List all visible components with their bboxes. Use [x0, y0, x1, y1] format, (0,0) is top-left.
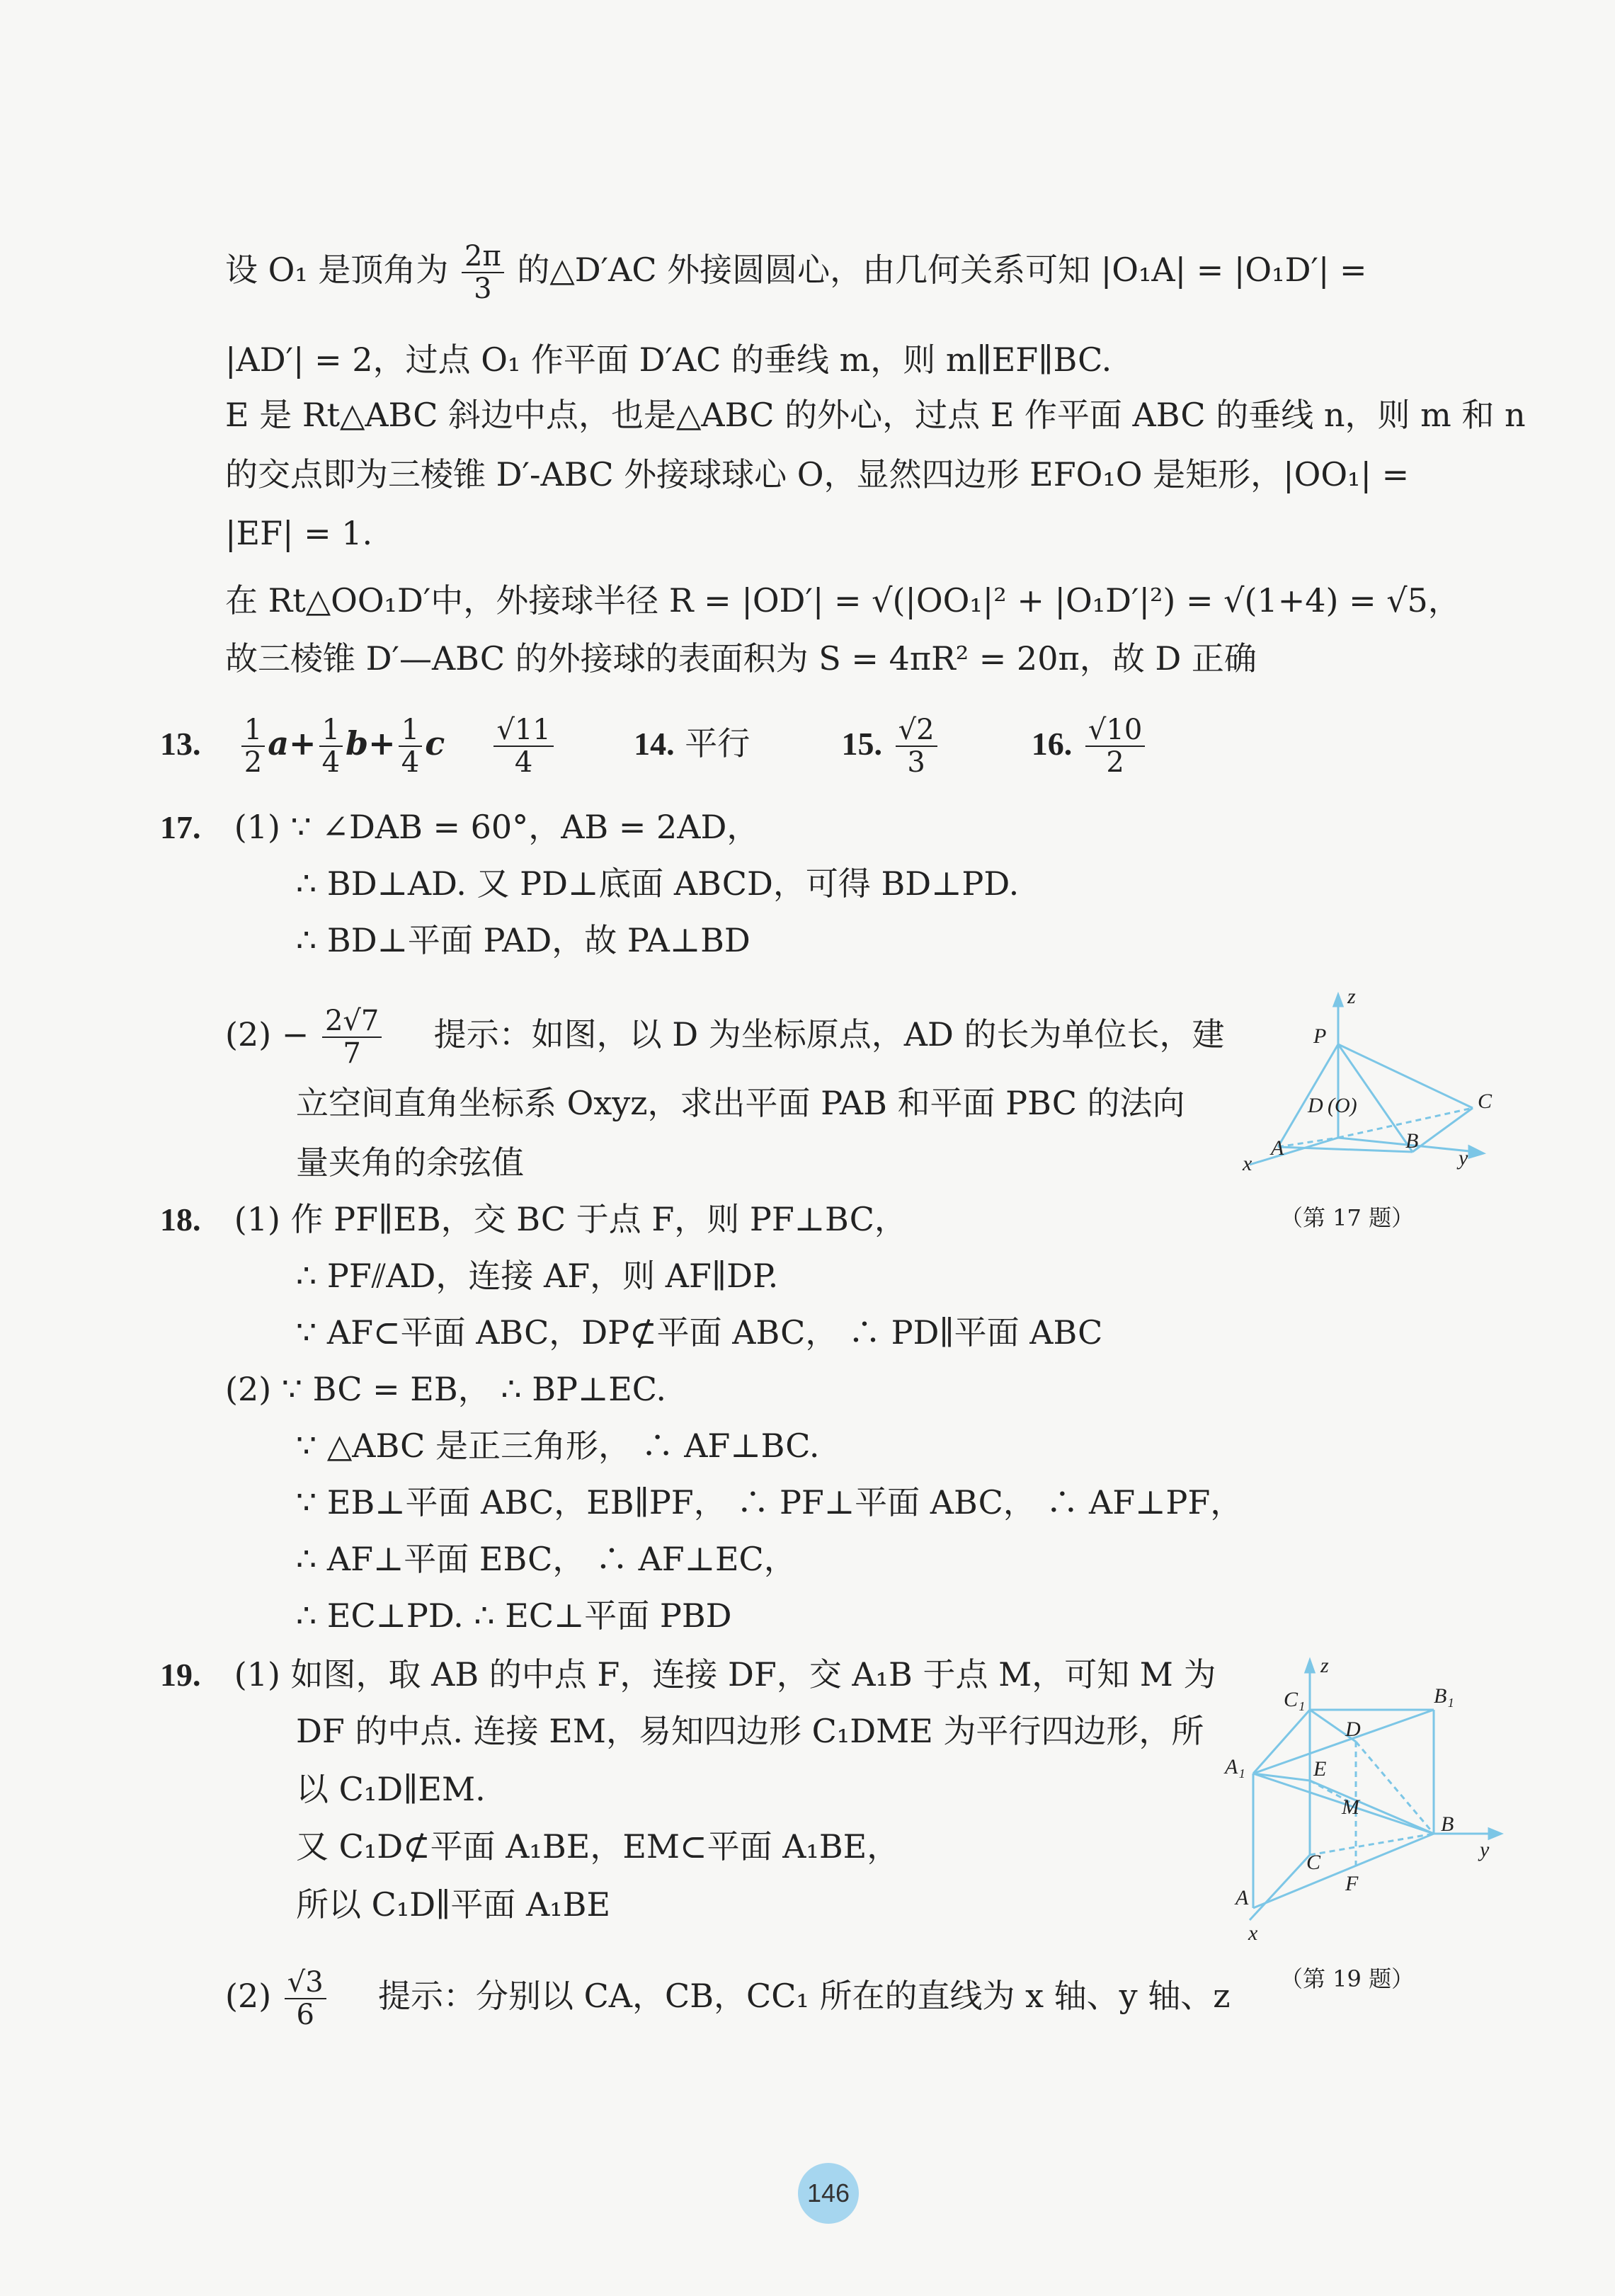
para-1-pre: 设 O₁ 是顶角为 [225, 251, 449, 289]
q17-line-1 [160, 806, 759, 849]
q19-number: 19. [160, 1657, 201, 1693]
q16-frac [1085, 714, 1145, 778]
edge-BC [1413, 1108, 1473, 1152]
frac-num: 1 [319, 714, 343, 747]
label-A1: A₁ [1225, 1755, 1245, 1778]
q19-line-5: 所以 C₁D∥平面 A₁BE [296, 1885, 611, 1924]
frac-num: √11 [493, 714, 553, 747]
label-A: A [1235, 1886, 1249, 1909]
answers-row [160, 708, 1148, 779]
para-line-7: 故三棱锥 D′—ABC 的外接球的表面积为 S = 4πR² = 20π，故 D 正确 [225, 639, 1257, 678]
q13-term-a: a+ [268, 724, 316, 763]
q18-line-6: ∵ EB⊥平面 ABC，EB∥PF， ∴ PF⊥平面 ABC， ∴ AF⊥PF， [296, 1483, 1243, 1521]
label-z: z [1320, 1657, 1329, 1677]
para-line-3: E 是 Rt△ABC 斜边中点，也是△ABC 的外心，过点 E 作平面 ABC 的垂线 n，则 m 和 n [225, 396, 1526, 434]
q18-line-8: ∴ EC⊥PD. ∴ EC⊥平面 PBD [296, 1597, 732, 1635]
q15-number: 15. [841, 726, 882, 762]
edge-CB [1310, 1834, 1434, 1855]
q17-number: 17. [160, 809, 201, 845]
figure-17 [1228, 988, 1526, 1172]
q19-line-3: 以 C₁D∥EM. [296, 1770, 486, 1808]
frac-den: 2 [1106, 746, 1124, 779]
fraction-2pi-3 [462, 241, 504, 304]
q13-frac-2 [319, 714, 343, 778]
q18-number: 18. [160, 1201, 201, 1238]
figure-19 [1221, 1657, 1505, 1961]
q19-line-4: 又 C₁D⊄平面 A₁BE，EM⊂平面 A₁BE， [296, 1827, 900, 1866]
q16-number: 16. [1031, 726, 1073, 762]
page-number-badge: 146 [798, 2163, 859, 2224]
label-y: y [1480, 1838, 1490, 1861]
frac-den: 2 [244, 746, 263, 779]
frac-den: 4 [514, 746, 533, 779]
figure-19-caption: （第 19 题） [1280, 1965, 1415, 1992]
q13-term-b: b+ [346, 724, 396, 763]
label-C: C [1478, 1090, 1493, 1113]
q13-frac-1 [241, 714, 265, 778]
q13-frac-result [493, 714, 553, 778]
q19-text-1: (1) 如图，取 AB 的中点 F，连接 DF，交 A₁B 于点 M，可知 M 为 [234, 1655, 1216, 1694]
label-F: F [1345, 1872, 1359, 1895]
z-arrow [1334, 995, 1342, 1006]
q14-number: 14. [634, 726, 675, 762]
para-line-6: 在 Rt△OO₁D′中，外接球半径 R = |OD′| = √(|OO₁|² + |O₁D′|²) = √(1+4) = √5， [225, 581, 1461, 619]
label-D: D [1308, 1094, 1323, 1117]
q14-answer: 平行 [685, 724, 751, 763]
label-x: x [1243, 1152, 1252, 1172]
q18-line-5: ∵ △ABC 是正三角形， ∴ AF⊥BC. [296, 1427, 820, 1465]
frac-num: 1 [241, 714, 265, 747]
label-x: x [1248, 1921, 1258, 1945]
edge-AB [1253, 1834, 1434, 1908]
label-B1: B₁ [1434, 1684, 1454, 1708]
q18-line-3: ∵ AF⊂平面 ABC，DP⊄平面 ABC， ∴ PD∥平面 ABC [296, 1313, 1103, 1352]
label-E: E [1313, 1757, 1327, 1781]
frac-den: 7 [343, 1037, 361, 1070]
figure-17-caption: （第 17 题） [1280, 1204, 1415, 1231]
label-A: A [1271, 1136, 1284, 1160]
y-arrow [1469, 1146, 1483, 1158]
q13-frac-3 [399, 714, 422, 778]
q17-line-4 [225, 1005, 1224, 1069]
label-M: M [1342, 1795, 1359, 1819]
label-C: C [1306, 1851, 1321, 1874]
edge-PC [1338, 1044, 1473, 1108]
x-axis [1250, 1138, 1338, 1165]
label-D: D [1345, 1718, 1361, 1741]
frac-den: 4 [321, 746, 341, 779]
label-C1: C₁ [1284, 1688, 1306, 1711]
q18-text-1: (1) 作 PF∥EB，交 BC 于点 F，则 PF⊥BC， [234, 1200, 907, 1238]
q18-line-7: ∴ AF⊥平面 EBC， ∴ AF⊥EC， [296, 1540, 797, 1578]
frac-num: √3 [285, 1967, 326, 1999]
para-line-1 [225, 241, 1367, 304]
q13-number: 13. [160, 726, 201, 762]
edge-EB [1310, 1781, 1434, 1834]
label-P: P [1313, 1024, 1327, 1048]
label-z: z [1347, 988, 1356, 1008]
label-B: B [1441, 1812, 1454, 1836]
q19-part2-label: (2) [225, 1977, 272, 2015]
edge-AD [1278, 1138, 1338, 1147]
label-y: y [1459, 1146, 1468, 1170]
label-O: (O) [1328, 1094, 1357, 1117]
frac-num: 2π [462, 241, 504, 273]
q19-line-2: DF 的中点. 连接 EM，易知四边形 C₁DME 为平行四边形，所 [296, 1712, 1204, 1750]
para-line-4: 的交点即为三棱锥 D′-ABC 外接球球心 O，显然四边形 EFO₁O 是矩形，|OO₁| = [225, 455, 1410, 493]
para-1-post: 的△D′AC 外接圆圆心，由几何关系可知 |O₁A| = |O₁D′| = [517, 251, 1367, 289]
q19-line-1 [160, 1653, 1216, 1696]
para-line-2: |AD′| = 2，过点 O₁ 作平面 D′AC 的垂线 m，则 m∥EF∥BC. [225, 341, 1112, 379]
q17-line-3: ∴ BD⊥平面 PAD，故 PA⊥BD [296, 921, 751, 959]
q17-line-5: 立空间直角坐标系 Oxyz，求出平面 PAB 和平面 PBC 的法向 [296, 1084, 1185, 1122]
y-arrow [1489, 1829, 1501, 1839]
q17-line-6: 量夹角的余弦值 [296, 1143, 524, 1182]
frac-num: √10 [1085, 714, 1145, 747]
frac-den: 3 [474, 273, 492, 305]
frac-num: 2√7 [322, 1005, 382, 1038]
q17-part2-label: (2) − [225, 1015, 309, 1053]
q17-frac [322, 1005, 382, 1069]
frac-num: √2 [896, 714, 937, 747]
frac-den: 3 [907, 746, 925, 779]
q17-hint-1: 提示：如图，以 D 为坐标原点，AD 的长为单位长，建 [433, 1015, 1225, 1053]
label-B: B [1405, 1129, 1419, 1153]
frac-num: 1 [399, 714, 422, 747]
q17-text-1: (1) ∵ ∠DAB = 60°，AB = 2AD， [234, 808, 760, 846]
q19-frac [285, 1967, 326, 2031]
q18-line-4: (2) ∵ BC = EB， ∴ BP⊥EC. [225, 1370, 666, 1408]
q17-line-2: ∴ BD⊥AD. 又 PD⊥底面 ABCD，可得 BD⊥PD. [296, 864, 1020, 903]
q18-line-2: ∴ PF⫽AD，连接 AF，则 AF∥DP. [296, 1257, 779, 1295]
frac-den: 4 [401, 746, 420, 779]
z-arrow [1306, 1660, 1314, 1672]
frac-den: 6 [296, 1999, 314, 2031]
q13-term-c: c [425, 724, 445, 763]
q18-line-1 [160, 1198, 907, 1241]
para-line-5: |EF| = 1. [225, 514, 373, 552]
q15-frac [896, 714, 937, 778]
q19-line-6 [225, 1967, 1231, 2031]
q19-hint-1: 提示：分别以 CA，CB，CC₁ 所在的直线为 x 轴、y 轴、z [377, 1977, 1231, 2015]
